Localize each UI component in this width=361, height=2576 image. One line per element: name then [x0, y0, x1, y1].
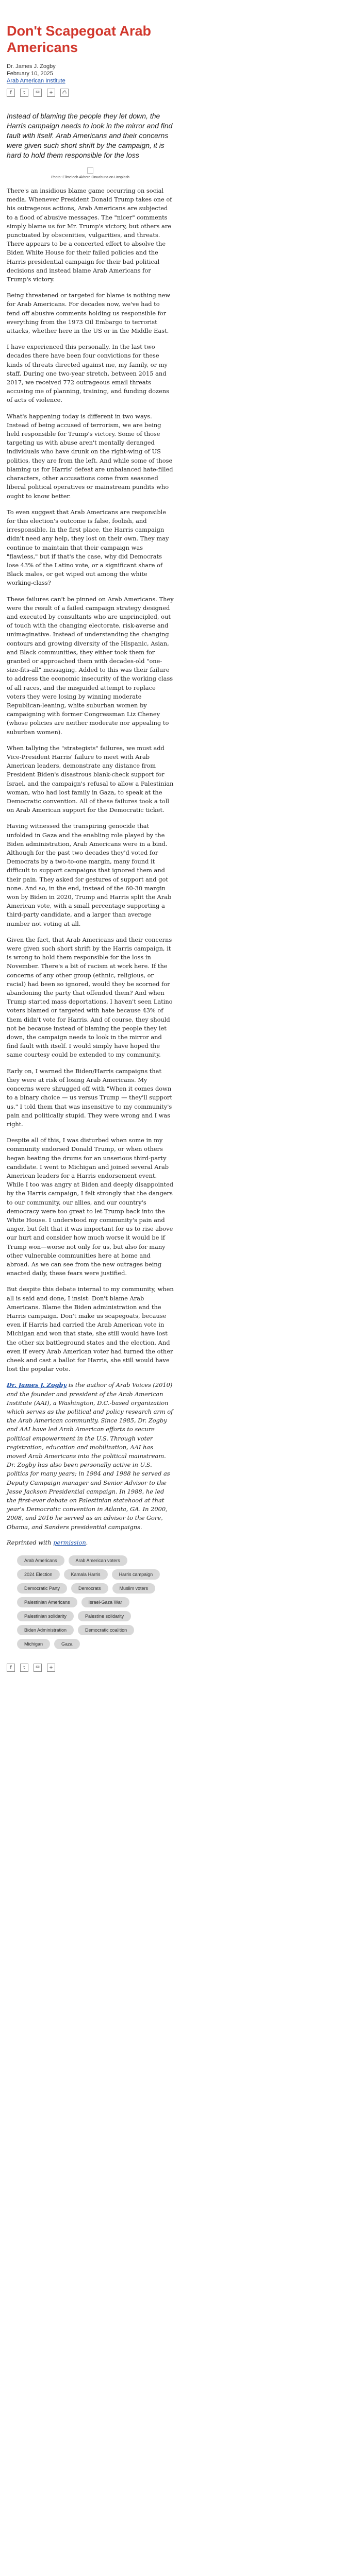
article-paragraph: Early on, I warned the Biden/Harris campaigns that they were at risk of losing Arab Americans. My concerns were shrugged off with "When it comes down to a binary choice — us versus Trump — they'll support us." I told them that was insensitive to my community's pain and politically stupid. They were wrong and I was right.: [7, 1067, 172, 1128]
photo-credit: Photo: Elimelech Akhere Onuabuna on Unsplash: [51, 176, 129, 179]
article-paragraph: Given the fact, that Arab Americans and their concerns were given such short shrift by the Harris campaign, it is wrong to hold them responsible for the loss in November. There's a bit of racism at work here. If the concerns of any other group (ethnic, religious, or racial) had been so ignored, would they be scorned for abandoning the party that offended them? And when Trump started mass deportations, I haven't seen Latino voters blamed or targeted with hate because 43% of them didn't vote for Harris. And of course, they should not be because instead of blaming the people they let down, the campaign needs to look in the mirror and find fault with itself. I would simply have hoped the same courtesy could be extended to my community.: [7, 936, 173, 1059]
tag-chip[interactable]: Democrats: [71, 1583, 108, 1594]
tag-chip[interactable]: Harris campaign: [112, 1569, 160, 1580]
author-bio: [7, 1381, 174, 1531]
tag-chip[interactable]: Palestinian Americans: [17, 1597, 77, 1607]
facebook-icon[interactable]: f: [7, 89, 15, 97]
article-paragraph: There's an insidious blame game occurring on social media. Whenever President Donald Trump takes one of his outrageous actions, Arab Americans are subjected to a flood of abusive messages. The "nicer" comments simply blame us for Mr. Trump's victory, but others are punctuated by obscenities, vulgarities, and threats. There appears to be a concerted effort to absolve the Biden White House for their failed policies and the Harris presidential campaign for their bad political decisions and instead blame Arab Americans for Trump's victory.: [7, 187, 172, 283]
print-icon[interactable]: ⎙: [60, 89, 69, 97]
article-author: Dr. James J. Zogby: [7, 63, 56, 70]
article-body: [7, 187, 174, 1374]
tag-chip[interactable]: Palestine solidarity: [78, 1611, 131, 1621]
share-icon[interactable]: +: [47, 89, 55, 97]
tag-chip[interactable]: Kamala Harris: [64, 1569, 108, 1580]
article-intro: Instead of blaming the people they let down, the Harris campaign needs to look in the mirror and find fault with itself. Arab Americans and their concerns were given such short shrift by the campaign, it is hard to hold them responsible for the loss: [7, 112, 173, 159]
tag-chip[interactable]: Michigan: [17, 1639, 50, 1649]
article-paragraph: To even suggest that Arab Americans are responsible for this election's outcome is false, foolish, and irresponsible. In the first place, the Harris campaign didn't need any help, they lost on their own. They may continue to maintain that their campaign was "flawless," but if that's the case, why did Democrats lose 43% of the Latino vote, or a significant share of Black males, or get wiped out among the white working-class?: [7, 508, 169, 587]
photo-placeholder-icon: [87, 167, 93, 174]
reprint-suffix: .: [86, 1538, 88, 1546]
article-column: [7, 0, 174, 1672]
article-paragraph: But despite this debate internal to my community, when all is said and done, I insist: Don't blame Arab Americans. Blame the Biden administration and the Harris campaign. Don't make us scapegoats, because even if Harris had carried the Arab American vote in Michigan and won that state, she still would have lost the other six battleground states and the election. And even if every Arab American voter had turned the other cheek and cast a ballot for Harris, she still would have lost the popular vote.: [7, 1285, 174, 1373]
tag-chip[interactable]: Democratic Party: [17, 1583, 67, 1594]
tag-chip[interactable]: 2024 Election: [17, 1569, 60, 1580]
email-icon[interactable]: ✉: [34, 1664, 42, 1672]
share-icon[interactable]: +: [47, 1664, 55, 1672]
bio-text: is the author of Arab Voices (2010) and the founder and president of the Arab American Institute (AAI), a Washington, D.C.-based organization which serves as the political and policy research arm of the Arab American community. Since 1985, Dr. Zogby and AAI have led Arab American efforts to secure political empowerment in the U.S. Through voter registration, education and mobilization, AAI has moved Arab Americans into the political mainstream. Dr. Zogby has also been personally active in U.S. politics for many years; in 1984 and 1988 he served as Deputy Campaign manager and Senior Advisor to the Jesse Jackson Presidential campaign. In 1988, he led the first-ever debate on Palestinian statehood at that year's Democratic convention in Atlanta, GA. In 2000, 2008, and 2016 he served as an advisor to the Gore, Obama, and Sanders presidential campaigns.: [7, 1381, 173, 1531]
tag-chip[interactable]: Democratic coalition: [78, 1625, 134, 1635]
article-meta: [7, 63, 174, 84]
article-paragraph: Being threatened or targeted for blame is nothing new for Arab Americans. For decades now, we've had to fend off abusive comments holding us responsible for everything from the 1973 Oil Embargo to terrorist attacks, whether here in the US or in the Middle East.: [7, 292, 171, 335]
tag-chip[interactable]: Arab American voters: [69, 1555, 127, 1566]
tag-chip[interactable]: Arab Americans: [17, 1555, 64, 1566]
bio-author-link[interactable]: Dr. James J. Zogby: [7, 1381, 67, 1389]
tag-chip[interactable]: Israel-Gaza War: [81, 1597, 129, 1607]
article-date: February 10, 2025: [7, 71, 53, 77]
article-title[interactable]: Don't Scapegoat Arab Americans: [7, 23, 151, 55]
tag-chip[interactable]: Muslim voters: [112, 1583, 156, 1594]
reprint-note: [7, 1539, 174, 1546]
article-paragraph: When tallying the "strategists" failures, we must add Vice-President Harris' failure to meet with Arab American leaders, demonstrate any distance from President Biden's disastrous blank-check support for Israel, and the campaign's refusal to allow a Palestinian woman, who had lost family in Gaza, to speak at the Democratic convention. All of these failures took a toll on Arab American support for the Democratic ticket.: [7, 744, 174, 814]
reprint-prefix: Reprinted with: [7, 1538, 54, 1546]
article-paragraph: What's happening today is different in two ways. Instead of being accused of terrorism, we are being held responsible for Trump's victory. Some of those targeting us with abuse aren't mentally deranged individuals who have drunk on the right-wing of US politics, they are from the left. And while some of those blaming us for Harris' defeat are unbalanced hate-filled characters, other accusations come from seasoned liberal political operatives or mainstream pundits who ought to know better.: [7, 412, 173, 500]
tag-chip[interactable]: Biden Administration: [17, 1625, 74, 1635]
article-category-link[interactable]: Arab American Institute: [7, 78, 65, 84]
twitter-icon[interactable]: t: [20, 1664, 28, 1672]
article-paragraph: Despite all of this, I was disturbed when some in my community endorsed Donald Trump, or when others began beating the drums for an unserious third-party candidate. I went to Michigan and joined several Arab American leaders for a Harris endorsement event. While I too was angry at Biden and deeply disappointed by the Harris campaign, I felt strongly that the dangers to our community, our allies, and our country's democracy were too great to let Trump back into the White House. I understood my community's pain and anger, but felt that it was important for us to rise above our hurt and consider how much worse it would be if Trump won—worse not only for us, but also for many other vulnerable communities here at home and abroad. As we can see from the new outrages being enacted daily, these fears were justified.: [7, 1137, 174, 1277]
reprint-permission-link[interactable]: permission: [53, 1538, 86, 1546]
share-bar-bottom: [7, 1664, 174, 1672]
article-paragraph: These failures can't be pinned on Arab Americans. They were the result of a failed campaign strategy designed and executed by consultants who are unprincipled, out of touch with the changing electorate, risk-averse and unimaginative. Instead of understanding the changing contours and growing diversity of the Hispanic, Asian, and Black communities, they either took them for granted or approached them with decades-old "one-size-fits-all" messaging. Added to this was their failure to address the economic insecurity of the working class of all races, and the misguided attempt to replace voters they were losing by winning moderate Republican-leaning, white suburban women by campaigning with former Congressman Liz Cheney (whose policies are neither moderate nor appealing to suburban women).: [7, 595, 174, 736]
twitter-icon[interactable]: t: [20, 89, 28, 97]
article-paragraph: I have experienced this personally. In the last two decades there have been four convictions for these kinds of threats directed against me, my family, or my staff. During one two-year stretch, between 2015 and 2017, we received 772 outrageous email threats accusing me of planning, training, and funding dozens of acts of violence.: [7, 343, 169, 404]
share-bar-top: [7, 89, 174, 97]
tag-chip[interactable]: Palestinian solidarity: [17, 1611, 74, 1621]
tag-list: [7, 1555, 167, 1649]
tag-chip[interactable]: Gaza: [54, 1639, 80, 1649]
facebook-icon[interactable]: f: [7, 1664, 15, 1672]
email-icon[interactable]: ✉: [34, 89, 42, 97]
article-photo: [7, 167, 174, 179]
article-paragraph: Having witnessed the transpiring genocide that unfolded in Gaza and the enabling role played by the Biden administration, Arab Americans were in a bind. Although for the past two decades they'd voted for Democrats by a two-to-one margin, many found it difficult to support campaigns that ignored them and their pain. They asked for gestures of support and got none. And so, in the end, instead of the 60-30 margin won by Biden in 2020, Trump and Harris split the Arab American vote, with a small percentage supporting a third-party candidate, and a larger than average number not voting at all.: [7, 822, 172, 927]
